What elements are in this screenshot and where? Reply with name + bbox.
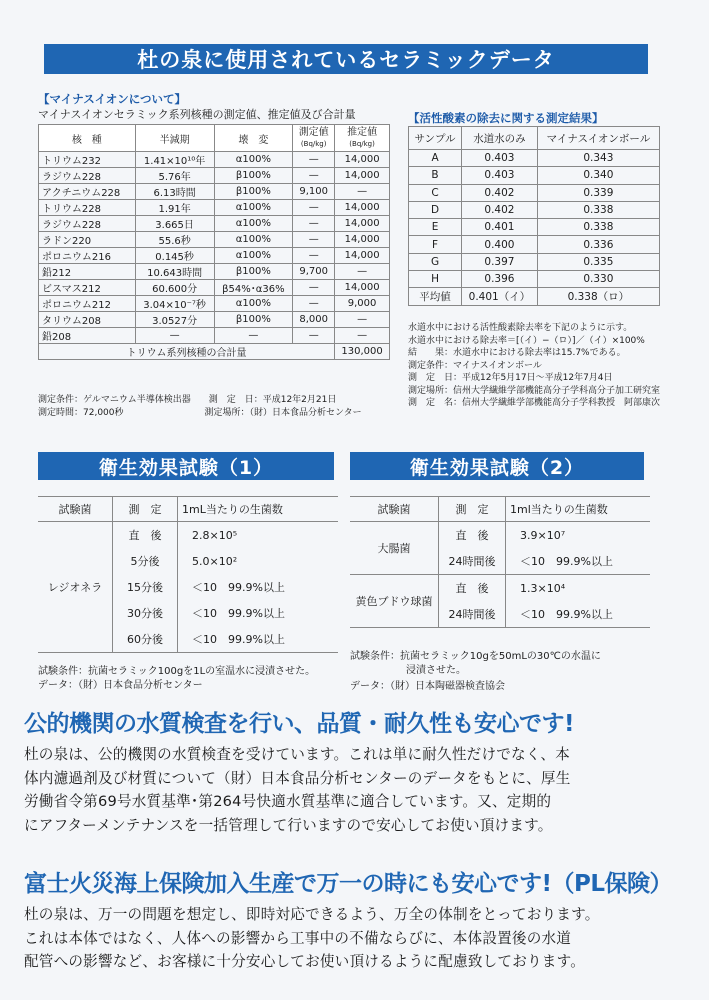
table-cell: ラジウム228 — [39, 168, 136, 184]
table-cell: 鉛212 — [39, 264, 136, 280]
section1-heading: 公的機関の水質検査を行い、品質・耐久性も安心です! — [24, 711, 574, 737]
table-cell: 0.401 — [462, 219, 538, 236]
table-cell: 0.336 — [537, 236, 659, 253]
bacteria-count: ＜10 99.9%以上 — [178, 574, 339, 600]
table-row — [409, 184, 660, 201]
table-cell: α100% — [214, 232, 293, 248]
table-row — [38, 522, 338, 549]
table-row — [39, 184, 390, 200]
note-line: 測定場所：信州大学繊維学部機能高分子学科高分子加工研究室 — [408, 385, 661, 396]
table-row — [39, 264, 390, 280]
text-line: これは本体ではなく、人体への影響から工事中の不備ならびに、本体設置後の水道 — [24, 929, 572, 947]
organism-label: 黄色ブドウ球菌 — [350, 575, 439, 628]
hygiene2-note: 浸漬させた。 — [406, 665, 466, 676]
hygiene2-note: 試験条件：抗菌セラミック10gを50mLの30℃の水温に — [350, 651, 601, 662]
table-cell: 14,000 — [335, 232, 390, 248]
table-cell: — — [293, 248, 335, 264]
table-row — [409, 253, 660, 270]
minus-ion-note: 測定時間：72,000秒 測定場所：（財）日本食品分析センター — [38, 408, 362, 418]
measure-time: 60分後 — [113, 626, 178, 653]
table-cell: — — [293, 232, 335, 248]
table-cell: — — [135, 328, 214, 344]
table-cell: ラドン220 — [39, 232, 136, 248]
table-row — [39, 152, 390, 168]
col-header: 測 定 — [439, 497, 506, 522]
table-cell: 鉛208 — [39, 328, 136, 344]
table-cell: 14,000 — [335, 280, 390, 296]
table-cell: β100% — [214, 184, 293, 200]
text-line: 労働省令第69号水質基準･第264号快適水質基準に適合しています。又、定期的 — [24, 793, 552, 810]
table-cell: 3.04×10⁻⁷秒 — [135, 296, 214, 312]
table-cell: α100% — [214, 152, 293, 168]
table-row — [409, 167, 660, 184]
bacteria-count: ＜10 99.9%以上 — [178, 626, 339, 653]
table-cell: β100% — [214, 168, 293, 184]
total-value: 130,000 — [335, 344, 390, 360]
text-line: 体内濾過剤及び材質について（財）日本食品分析センターのデータをもとに、厚生 — [24, 769, 571, 787]
table-cell: 0.339 — [537, 184, 659, 201]
table-row — [409, 271, 660, 288]
table-cell: 0.402 — [462, 184, 538, 201]
table-cell: 0.396 — [462, 271, 538, 288]
table-cell: 0.340 — [537, 167, 659, 184]
section1-body — [24, 743, 694, 837]
note-line: 水道水中における除去率＝[（イ）−（ロ）]／（イ）×100% — [408, 335, 645, 346]
note-line: 測 定 日：平成12年5月17日〜平成12年7月4日 — [408, 373, 613, 383]
table-cell: 14,000 — [335, 216, 390, 232]
table-cell: 0.402 — [462, 201, 538, 218]
note-line: 水道水中における活性酸素除去率を下記のように示す。 — [408, 323, 633, 333]
table-cell: α100% — [214, 248, 293, 264]
col-header: 水道水のみ — [462, 127, 538, 150]
table-cell: 1.41×10¹⁰年 — [135, 152, 214, 168]
table-cell: α100% — [214, 296, 293, 312]
table-cell: C — [409, 184, 462, 201]
table-cell: タリウム208 — [39, 312, 136, 328]
minus-ion-heading: 【マイナスイオンについて】 — [38, 92, 187, 106]
table-cell: 14,000 — [335, 200, 390, 216]
table-cell: 6.13時間 — [135, 184, 214, 200]
measure-time: 直 後 — [113, 522, 178, 549]
table-row — [350, 575, 650, 602]
table-cell: α100% — [214, 200, 293, 216]
table-cell: D — [409, 201, 462, 218]
hygiene1-note: 試験条件：抗菌セラミック100gを1Lの室温水に浸漬させた。 — [38, 666, 316, 677]
table-cell: 0.338 — [537, 201, 659, 218]
table-cell: 0.400 — [462, 236, 538, 253]
table-cell: 55.6秒 — [135, 232, 214, 248]
table-cell: — — [293, 328, 335, 344]
table-cell: 1.91年 — [135, 200, 214, 216]
hygiene2-title: 衛生効果試験（2） — [350, 452, 644, 480]
organism-label: レジオネラ — [38, 522, 113, 653]
section2-body — [24, 903, 704, 974]
bacteria-count: 2.8×10⁵ — [178, 522, 339, 549]
measure-time: 24時間後 — [439, 548, 506, 575]
table-cell: 14,000 — [335, 168, 390, 184]
note-line: 結 果：水道水中における除去率は15.7%である。 — [408, 348, 626, 358]
table-row — [39, 168, 390, 184]
table-cell: — — [293, 152, 335, 168]
col-header: 試験菌 — [38, 497, 113, 522]
hygiene2-note: データ：（財）日本陶磁器検査協会 — [350, 681, 505, 692]
organism-label: 大腸菌 — [350, 522, 439, 575]
col-header: サンプル — [409, 127, 462, 150]
table-cell: ラジウム228 — [39, 216, 136, 232]
table-cell: E — [409, 219, 462, 236]
table-cell: 0.403 — [462, 167, 538, 184]
active-oxygen-notes — [408, 322, 688, 410]
table-cell: 0.330 — [537, 271, 659, 288]
table-cell: 0.145秒 — [135, 248, 214, 264]
table-cell: 14,000 — [335, 248, 390, 264]
note-line: 測定条件：マイナスイオンボール — [408, 360, 542, 371]
table-cell: α100% — [214, 216, 293, 232]
bacteria-count: 1.3×10⁴ — [506, 575, 651, 602]
measure-time: 直 後 — [439, 575, 506, 602]
table-cell: B — [409, 167, 462, 184]
table-cell: — — [293, 200, 335, 216]
table-row — [409, 201, 660, 218]
bacteria-count: ＜10 99.9%以上 — [178, 600, 339, 626]
bacteria-count: ＜10 99.9%以上 — [506, 548, 651, 575]
table-row — [39, 280, 390, 296]
table-cell: 0.343 — [537, 150, 659, 167]
hygiene2-table — [350, 496, 650, 628]
table-row — [39, 216, 390, 232]
section2-heading: 富士火災海上保険加入生産で万一の時にも安心です!（PL保険） — [24, 871, 673, 897]
measure-time: 15分後 — [113, 574, 178, 600]
table-row — [39, 312, 390, 328]
page-title: 杜の泉に使用されているセラミックデータ — [44, 44, 648, 74]
table-cell: β100% — [214, 312, 293, 328]
text-line: 配管への影響など、お客様に十分安心してお使い頂けるように配慮致しております。 — [24, 953, 585, 970]
table-row — [409, 150, 660, 167]
table-cell: 0.401（イ） — [462, 288, 538, 305]
table-cell: 3.0527分 — [135, 312, 214, 328]
active-oxygen-table — [408, 126, 660, 306]
table-cell: 14,000 — [335, 152, 390, 168]
table-cell: 0.338 — [537, 219, 659, 236]
table-cell: 10.643時間 — [135, 264, 214, 280]
table-cell: — — [335, 328, 390, 344]
bacteria-count: 5.0×10² — [178, 548, 339, 574]
table-row — [39, 248, 390, 264]
table-cell: ポロニウム216 — [39, 248, 136, 264]
minus-ion-note: 測定条件：ゲルマニウム半導体検出器 測 定 日：平成12年2月21日 — [38, 395, 337, 405]
table-cell: 60.600分 — [135, 280, 214, 296]
table-cell: 9,000 — [335, 296, 390, 312]
bacteria-count: 3.9×10⁷ — [506, 522, 651, 549]
table-cell: トリウム232 — [39, 152, 136, 168]
table-cell: A — [409, 150, 462, 167]
text-line: にアフターメンテナンスを一括管理して行いますので安心してお使い頂けます。 — [24, 816, 553, 834]
table-row — [39, 232, 390, 248]
table-cell: 0.335 — [537, 253, 659, 270]
table-cell: — — [335, 312, 390, 328]
col-header: 測 定 — [113, 497, 178, 522]
active-oxygen-heading: 【活性酸素の除去に関する測定結果】 — [408, 111, 604, 125]
table-cell: 3.665日 — [135, 216, 214, 232]
minus-ion-subheading: マイナスイオンセラミック系列核種の測定値、推定値及び合計量 — [38, 108, 356, 121]
table-cell: — — [335, 184, 390, 200]
col-header: 試験菌 — [350, 497, 439, 522]
table-cell: — — [214, 328, 293, 344]
table-cell: — — [293, 296, 335, 312]
table-cell: 平均値 — [409, 288, 462, 305]
measure-time: 30分後 — [113, 600, 178, 626]
col-header: 推定値 (Bq/kg) — [335, 125, 390, 152]
col-header: 壊 変 — [214, 125, 293, 152]
table-cell: F — [409, 236, 462, 253]
col-header: 1mL当たりの生菌数 — [178, 497, 339, 522]
table-cell: 5.76年 — [135, 168, 214, 184]
table-cell: — — [293, 216, 335, 232]
table-row — [409, 288, 660, 305]
note-line: 測 定 名：信州大学繊維学部機能高分子学科教授 阿部康次 — [408, 398, 661, 408]
hygiene1-table — [38, 496, 338, 653]
table-cell: ポロニウム212 — [39, 296, 136, 312]
col-header: 核 種 — [39, 125, 136, 152]
table-cell: 0.338（ロ） — [537, 288, 659, 305]
measure-time: 5分後 — [113, 548, 178, 574]
minus-ion-table — [38, 124, 390, 360]
text-line: 杜の泉は、万一の問題を想定し、即時対応できるよう、万全の体制をとっております。 — [24, 906, 600, 923]
table-row — [39, 296, 390, 312]
bacteria-count: ＜10 99.9%以上 — [506, 601, 651, 628]
measure-time: 24時間後 — [439, 601, 506, 628]
col-header: マイナスイオンボール — [537, 127, 659, 150]
table-cell: 9,700 — [293, 264, 335, 280]
measure-time: 直 後 — [439, 522, 506, 549]
total-label: トリウム系列核種の合計量 — [39, 344, 335, 360]
table-cell: ビスマス212 — [39, 280, 136, 296]
table-row — [39, 328, 390, 344]
col-header: 1ml当たりの生菌数 — [506, 497, 651, 522]
table-cell: 0.397 — [462, 253, 538, 270]
table-cell: 9,100 — [293, 184, 335, 200]
col-header: 測定値 (Bq/kg) — [293, 125, 335, 152]
table-cell: — — [335, 264, 390, 280]
table-cell: — — [293, 280, 335, 296]
table-cell: β100% — [214, 264, 293, 280]
table-row — [409, 236, 660, 253]
table-cell: 8,000 — [293, 312, 335, 328]
table-cell: H — [409, 271, 462, 288]
table-row — [350, 522, 650, 549]
table-cell: 0.403 — [462, 150, 538, 167]
table-cell: — — [293, 168, 335, 184]
hygiene1-note: データ：（財）日本食品分析センター — [38, 680, 203, 691]
table-row — [39, 200, 390, 216]
table-cell: G — [409, 253, 462, 270]
table-cell: β54%･α36% — [214, 280, 293, 296]
table-row — [409, 219, 660, 236]
table-cell: トリウム228 — [39, 200, 136, 216]
text-line: 杜の泉は、公的機関の水質検査を受けています。これは単に耐久性だけでなく、本 — [24, 746, 570, 763]
hygiene1-title: 衛生効果試験（1） — [38, 452, 334, 480]
col-header: 半減期 — [135, 125, 214, 152]
table-cell: アクチニウム228 — [39, 184, 136, 200]
